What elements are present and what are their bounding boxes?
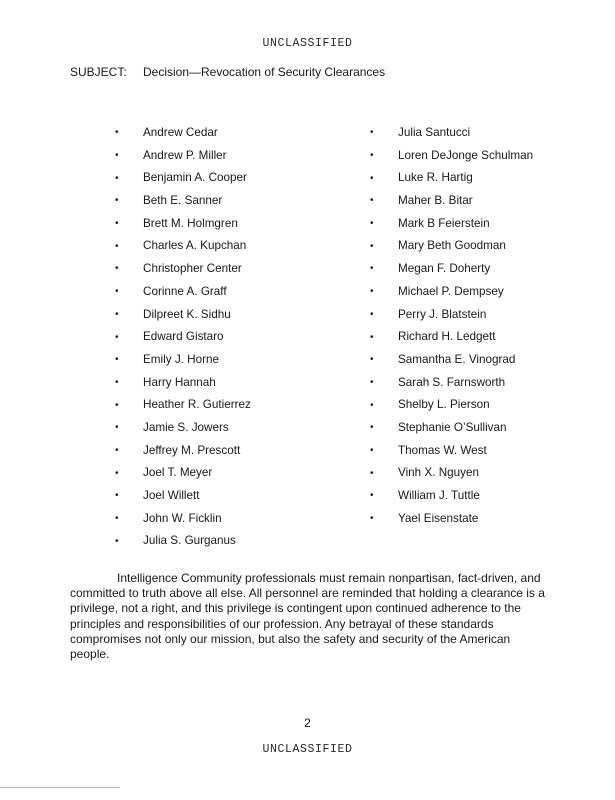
person-name: Sarah S. Farnsworth	[398, 375, 506, 389]
bullet-icon	[370, 446, 398, 456]
names-list-right	[370, 122, 533, 530]
person-name: Andrew Cedar	[143, 126, 218, 139]
footer-divider	[0, 787, 120, 788]
classification-header: UNCLASSIFIED	[262, 37, 353, 50]
body-paragraph: Intelligence Community professionals must remain nonpartisan, fact-driven, and committed to truth above all else. All personnel are reminded that holding a clearance is a privilege, not a right, and this privilege is contingent upon continued adherence to the principles and responsibilities of our profession. Any betrayal of these standards compromises not only our mission, but also the safety and security of the American people.	[70, 571, 545, 662]
person-name: Joel T. Meyer	[143, 466, 213, 480]
person-name: Edward Gistaro	[143, 330, 224, 344]
bullet-icon	[115, 446, 143, 456]
bullet-icon	[115, 174, 143, 184]
bullet-icon	[115, 491, 143, 501]
bullet-icon	[115, 378, 143, 388]
bullet-icon	[115, 242, 143, 252]
list-item	[370, 258, 533, 281]
person-name: Maher B. Bitar	[398, 194, 473, 208]
subject-label: SUBJECT:	[70, 65, 127, 79]
bullet-icon	[370, 491, 398, 501]
list-item	[115, 213, 251, 236]
bullet-icon	[370, 423, 398, 433]
list-item	[370, 462, 533, 485]
bullet-icon	[370, 128, 398, 138]
list-item	[115, 349, 251, 372]
list-item	[370, 508, 533, 531]
list-item	[370, 349, 533, 372]
page-number: 2	[304, 716, 311, 730]
list-item	[115, 122, 251, 145]
person-name: Luke R. Hartig	[398, 171, 473, 185]
list-item	[370, 440, 533, 463]
list-item	[370, 326, 533, 349]
bullet-icon	[115, 423, 143, 433]
person-name: Thomas W. West	[398, 443, 487, 457]
list-item	[370, 235, 533, 258]
bullet-icon	[115, 355, 143, 365]
person-name: Andrew P. Miller	[143, 148, 227, 162]
bullet-icon	[370, 355, 398, 365]
person-name: Brett M. Holmgren	[143, 216, 238, 230]
bullet-icon	[370, 514, 398, 524]
person-name: Loren DeJonge Schulman	[398, 148, 534, 162]
person-name: Jeffrey M. Prescott	[143, 443, 241, 457]
bullet-icon	[370, 264, 398, 274]
bullet-icon	[115, 333, 143, 343]
list-item	[115, 462, 251, 485]
person-name: Vinh X. Nguyen	[398, 466, 480, 480]
list-item	[115, 145, 251, 168]
person-name: Julia S. Gurganus	[143, 534, 236, 548]
list-item	[115, 167, 251, 190]
bullet-icon	[115, 401, 143, 411]
bullet-icon	[370, 469, 398, 479]
list-item	[115, 485, 251, 508]
person-name: William J. Tuttle	[398, 489, 480, 502]
bullet-icon	[115, 469, 143, 479]
list-item	[115, 258, 251, 281]
person-name: Corinne A. Graff	[143, 284, 227, 298]
bullet-icon	[115, 264, 143, 274]
person-name: Perry J. Blatstein	[398, 307, 487, 321]
list-item	[370, 417, 533, 440]
person-name: Megan F. Doherty	[398, 262, 491, 276]
list-item	[370, 372, 533, 395]
bullet-icon	[370, 287, 398, 297]
list-item	[115, 417, 251, 440]
person-name: Mark B Feierstein	[398, 216, 490, 230]
person-name: Richard H. Ledgett	[398, 330, 496, 344]
person-name: Harry Hannah	[143, 375, 216, 389]
list-item	[370, 145, 533, 168]
list-item	[115, 235, 251, 258]
person-name: Samantha E. Vinograd	[398, 352, 516, 366]
bullet-icon	[115, 128, 143, 138]
list-item	[370, 122, 533, 145]
list-item	[370, 394, 533, 417]
bullet-icon	[370, 401, 398, 411]
bullet-icon	[370, 378, 398, 388]
names-list-left	[115, 122, 251, 553]
list-item	[115, 304, 251, 327]
list-item	[370, 167, 533, 190]
person-name: Emily J. Horne	[143, 352, 219, 366]
bullet-icon	[370, 174, 398, 184]
list-item	[115, 394, 251, 417]
person-name: Mary Beth Goodman	[398, 239, 506, 253]
list-item	[370, 190, 533, 213]
person-name: Charles A. Kupchan	[143, 239, 247, 253]
person-name: Stephanie O’Sullivan	[398, 420, 507, 434]
bullet-icon	[370, 310, 398, 320]
list-item	[370, 304, 533, 327]
list-item	[115, 530, 251, 553]
bullet-icon	[370, 219, 398, 229]
bullet-icon	[115, 514, 143, 524]
person-name: Michael P. Dempsey	[398, 284, 504, 298]
bullet-icon	[115, 219, 143, 229]
person-name: Yael Eisenstate	[398, 511, 479, 525]
list-item	[370, 213, 533, 236]
list-item	[115, 281, 251, 304]
subject-text: Decision—Revocation of Security Clearances	[143, 65, 386, 79]
person-name: Jamie S. Jowers	[143, 420, 229, 434]
person-name: Julia Santucci	[398, 126, 471, 139]
person-name: Christopher Center	[143, 262, 242, 276]
list-item	[115, 508, 251, 531]
person-name: John W. Ficklin	[143, 511, 222, 525]
bullet-icon	[115, 196, 143, 206]
person-name: Heather R. Gutierrez	[143, 398, 251, 412]
bullet-icon	[115, 151, 143, 161]
bullet-icon	[370, 333, 398, 343]
person-name: Joel Willett	[143, 489, 200, 502]
list-item	[115, 326, 251, 349]
person-name: Benjamin A. Cooper	[143, 171, 247, 185]
person-name: Beth E. Sanner	[143, 194, 223, 208]
list-item	[370, 485, 533, 508]
bullet-icon	[115, 310, 143, 320]
bullet-icon	[370, 151, 398, 161]
list-item	[370, 281, 533, 304]
person-name: Shelby L. Pierson	[398, 398, 490, 412]
classification-footer: UNCLASSIFIED	[262, 743, 353, 756]
bullet-icon	[370, 242, 398, 252]
list-item	[115, 372, 251, 395]
list-item	[115, 440, 251, 463]
bullet-icon	[370, 196, 398, 206]
bullet-icon	[115, 287, 143, 297]
list-item	[115, 190, 251, 213]
bullet-icon	[115, 537, 143, 547]
subject-line	[70, 65, 385, 79]
person-name: Dilpreet K. Sidhu	[143, 307, 231, 321]
